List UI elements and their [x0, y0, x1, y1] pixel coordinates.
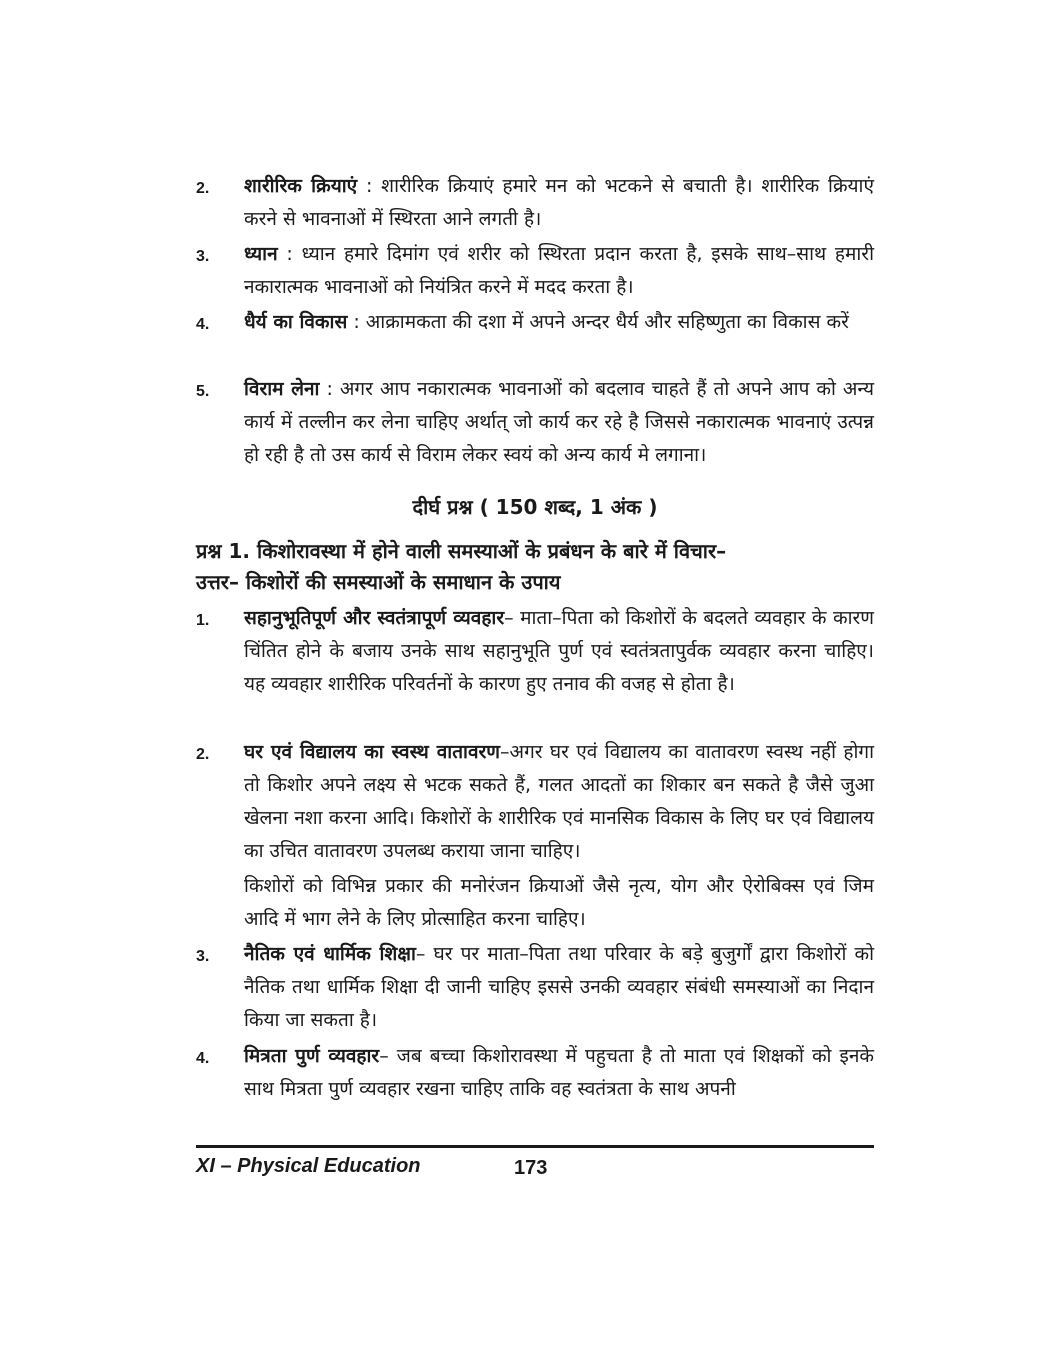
- footer-book-title: XI – Physical Education: [196, 1155, 421, 1177]
- item-term: ध्यान: [244, 243, 278, 265]
- list-item: [196, 170, 874, 236]
- item-term: सहानुभूतिपूर्ण और स्वतंत्रापूर्ण व्यवहार: [244, 607, 505, 629]
- item-extra-paragraph: किशोरों को विभिन्न प्रकार की मनोरंजन क्रियाओं जैसे नृत्य, योग और ऐरोबिक्स एवं जिम आदि में भाग लेने के लिए प्रोत्साहित करना चाहिए।: [244, 875, 874, 930]
- item-term: मित्रता पुर्ण व्यवहार: [244, 1045, 380, 1067]
- item-text: – माता–पिता को किशोरों के बदलते व्यवहार के कारण चिंतित होने के बजाय उनके साथ सहानुभूति पुर्ण एवं स्वतंत्रतापुर्वक व्यवहार करना चाहिए। यह व्यवहार शारीरिक परिवर्तनों के कारण हुए तनाव की वजह से होता है।: [244, 607, 874, 695]
- item-text: – जब बच्चा किशोरावस्था में पहुचता है तो माता एवं शिक्षकों को इनके साथ मित्रता पुर्ण व्यवहार रखना चाहिए ताकि वह स्वतंत्रता के साथ अपनी: [244, 1045, 874, 1100]
- item-text: –अगर घर एवं विद्यालय का वातावरण स्वस्थ नहीं होगा तो किशोर अपने लक्ष्य से भटक सकते हैं, गलत आदतों का शिकार बन सकते है जैसे जुआ खेलना नशा करना आदि। किशोरों के शारीरिक एवं मानसिक विकास के लिए घर एवं विद्यालय का उचित वातावरण उपलब्ध कराया जाना चाहिए।: [244, 741, 875, 862]
- question-heading: प्रश्न 1. किशोरावस्था में होने वाली समस्याओं के प्रबंधन के बारे में विचार–: [196, 539, 727, 563]
- footer-divider: [196, 1145, 874, 1148]
- list-item: [196, 602, 874, 701]
- item-number: 4.: [196, 1050, 210, 1067]
- item-number: 2.: [196, 746, 210, 763]
- answer-heading: उत्तर– किशोरों की समस्याओं के समाधान के उपाय: [196, 570, 561, 594]
- section-heading: दीर्घ प्रश्न ( 150 शब्द, 1 अंक ): [412, 495, 658, 519]
- item-text: : आक्रामकता की दशा में अपने अन्दर धैर्य और सहिष्णुता का विकास करें: [347, 311, 849, 333]
- item-text: : ध्यान हमारे दिमांग एवं शरीर को स्थिरता प्रदान करता है, इसके साथ–साथ हमारी नकारात्मक भावनाओं को नियंत्रित करने में मदद करता है।: [244, 243, 874, 298]
- item-number: 1.: [196, 612, 210, 629]
- item-text: : शारीरिक क्रियाएं हमारे मन को भटकने से बचाती है। शारीरिक क्रियाएं करने से भावनाओं में स्थिरता आने लगती है।: [244, 175, 874, 230]
- item-text: : अगर आप नकारात्मक भावनाओं को बदलाव चाहते हैं तो अपने आप को अन्य कार्य में तल्लीन कर लेना चाहिए अर्थात् जो कार्य कर रहे है जिससे नकारात्मक भावनाएं उत्पन्न हो रही है तो उस कार्य से विराम लेकर स्वयं को अन्य कार्य मे लगाना।: [244, 378, 874, 466]
- item-number: 5.: [196, 383, 210, 400]
- list-item: [196, 1040, 874, 1106]
- page-number: 173: [514, 1157, 548, 1179]
- item-term: शारीरिक क्रियाएं: [244, 175, 358, 197]
- list-item: [196, 238, 874, 304]
- item-number: 2.: [196, 180, 210, 197]
- list-item: [196, 736, 874, 936]
- item-number: 3.: [196, 248, 210, 265]
- item-term: घर एवं विद्यालय का स्वस्थ वातावरण: [244, 741, 501, 763]
- list-item: [196, 938, 874, 1037]
- list-item: [196, 373, 874, 472]
- item-term: धैर्य का विकास: [244, 311, 348, 333]
- item-text: – घर पर माता–पिता तथा परिवार के बड़े बुजुर्गों द्वारा किशोरों को नैतिक तथा धार्मिक शिक्षा दी जानी चाहिए इससे उनकी व्यवहार संबंधी समस्याओं का निदान किया जा सकता है।: [244, 943, 874, 1031]
- item-term: नैतिक एवं धार्मिक शिक्षा: [244, 943, 416, 965]
- item-number: 3.: [196, 948, 210, 965]
- item-number: 4.: [196, 316, 210, 333]
- list-item: [196, 306, 874, 339]
- item-term: विराम लेना: [244, 378, 320, 400]
